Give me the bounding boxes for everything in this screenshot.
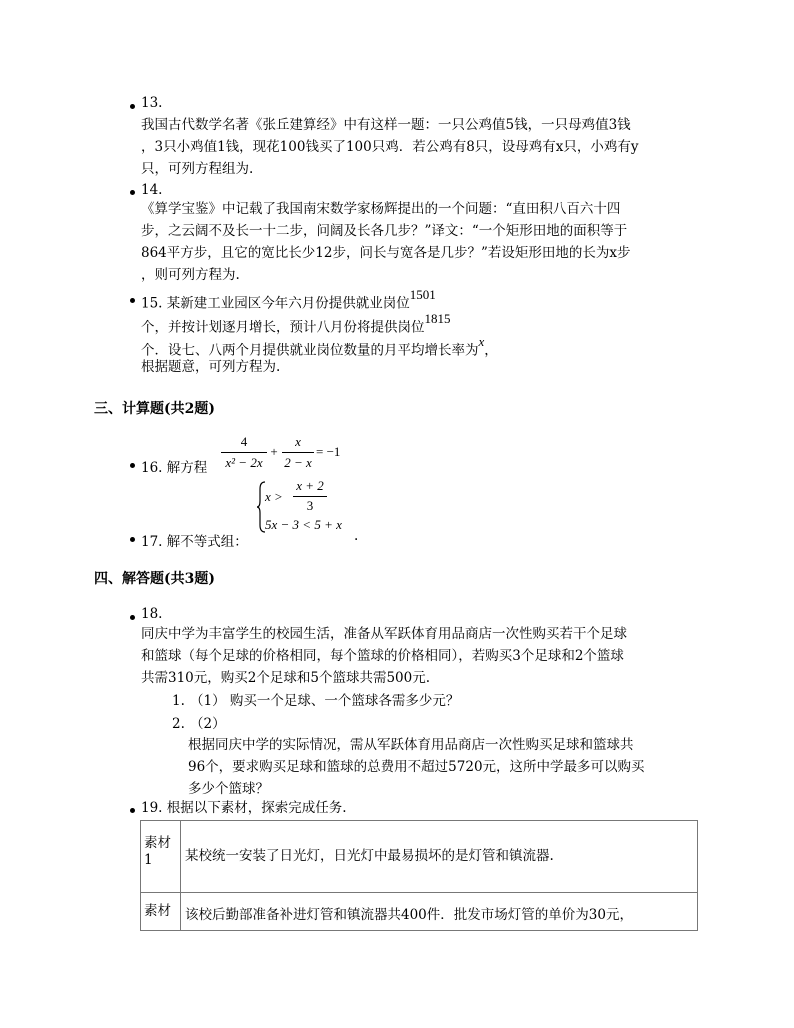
subquestion-2-line: 根据同庆中学的实际情况，需从军跃体育用品商店一次性购买足球和篮球共 (188, 737, 634, 753)
question-14-line: 864平方步，且它的宽比长少12步，问长与宽各是几步？”若设矩形田地的长为x步 (141, 245, 631, 261)
question-15-text: 15. 某新建工业园区今年六月份提供就业岗位 (141, 295, 410, 312)
fraction-bar (282, 452, 314, 453)
fraction-denominator: 2 − x (284, 455, 312, 470)
inequality-end-period: . (354, 528, 359, 544)
growth-rate-variable: x (478, 334, 485, 349)
question-15-line: 根据题意，可列方程为. (141, 359, 281, 375)
question-13-line: 只，可列方程组为. (141, 161, 254, 177)
question-14-line: 《算学宝鉴》中记载了我国南宋数学家杨辉提出的一个问题：“直田积八百六十四 (141, 201, 621, 217)
list-bullet (130, 104, 135, 109)
subquestion-2-line: 多少个篮球？ (188, 781, 269, 797)
fraction-denominator: x² − 2x (225, 455, 263, 470)
question-15-text: 个，并按计划逐月增长，预计八月份将提供岗位 (141, 319, 425, 336)
list-bullet (130, 463, 135, 468)
equation-rhs: = −1 (316, 444, 341, 459)
question-14-line: 步，之云阔不及长一十二步，问阔及长各几步？”译文：“一个矩形田地的面积等于 (141, 223, 628, 239)
question-14-number: 14. (141, 182, 163, 198)
inequality-2: 5x − 3 < 5 + x (265, 517, 342, 532)
subquestion-2: （2） (190, 716, 226, 732)
fraction-numerator: x (295, 434, 301, 449)
question-15-text: ， (484, 342, 498, 359)
question-17-label: 17. 解不等式组： (141, 534, 248, 550)
section-heading: 四、解答题(共3题) (94, 571, 215, 587)
list-bullet (130, 190, 135, 195)
fraction-numerator: x + 2 (296, 478, 324, 493)
table-row (141, 821, 698, 893)
question-13-line: 我国古代数学名著《张丘建算经》中有这样一题：一只公鸡值5钱，一只母鸡值3钱 (141, 117, 631, 133)
fraction-bar (293, 496, 327, 497)
subquestion-number: 2. (172, 716, 185, 732)
fraction-denominator: 3 (306, 498, 314, 513)
inequality-1-lhs: x > (265, 489, 283, 504)
table-cell-label (141, 821, 181, 893)
question-18-number: 18. (141, 606, 163, 622)
list-bullet (130, 298, 135, 303)
table-cell-text: 该校后勤部准备补进灯管和镇流器共400件．批发市场灯管的单价为30元， (181, 893, 698, 931)
table-cell-label (141, 893, 181, 931)
table-row (141, 893, 698, 931)
job-count-august: 1815 (424, 311, 451, 326)
plus-sign: + (270, 444, 278, 459)
subquestion-2-line: 96个，要求购买足球和篮球的总费用不超过5720元，这所中学最多可以购买 (188, 759, 645, 775)
question-14-line: ，则可列方程为. (141, 267, 240, 283)
fraction-bar (221, 452, 267, 453)
job-count-june: 1501 (409, 287, 436, 302)
list-bullet (130, 808, 135, 813)
materials-table (140, 820, 698, 931)
question-19-line: 19. 根据以下素材，探索完成任务. (141, 800, 347, 816)
section-heading: 三、计算题(共2题) (94, 401, 215, 417)
list-bullet (130, 537, 135, 542)
list-bullet (130, 615, 135, 620)
question-13-number: 13. (141, 95, 163, 111)
material-label: 素材 (144, 835, 171, 851)
fraction-numerator: 4 (240, 434, 248, 449)
question-13-line: ，3只小鸡值1钱，现花100钱买了100只鸡．若公鸡有8只，设母鸡有x只，小鸡有y (141, 139, 639, 155)
material-label: 素材 (144, 903, 171, 919)
subquestion-number: 1. (172, 693, 185, 709)
question-18-line: 共需310元，购买2个足球和5个篮球共需500元. (141, 670, 431, 686)
question-15-text: 个．设七、八两个月提供就业岗位数量的月平均增长率为 (141, 342, 479, 359)
question-18-line: 和篮球（每个足球的价格相同，每个篮球的价格相同），若购买3个足球和2个篮球 (141, 648, 624, 664)
subquestion-1: （1） 购买一个足球、一个篮球各需多少元？ (190, 693, 460, 709)
question-16-label: 16. 解方程 (141, 460, 208, 476)
table-cell-text: 某校统一安装了日光灯，日光灯中最易损坏的是灯管和镇流器. (181, 821, 698, 893)
question-18-line: 同庆中学为丰富学生的校园生活，准备从军跃体育用品商店一次性购买若干个足球 (141, 626, 627, 642)
material-label-number: 1 (144, 852, 153, 868)
